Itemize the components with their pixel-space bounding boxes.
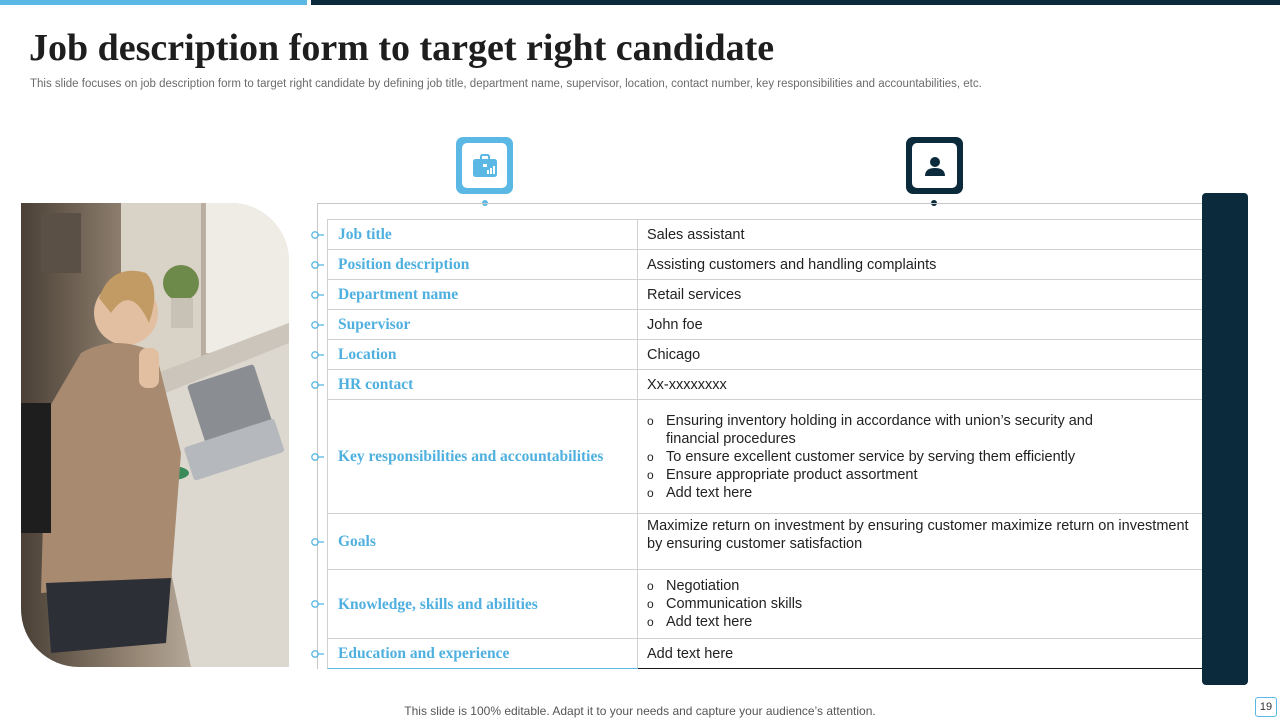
field-value: Retail services [647,286,742,303]
office-woman-photo [21,203,289,667]
list-item: o Ensuring inventory holding in accordance with union’s security and financial procedures [647,412,1093,447]
field-value: Add text here [647,645,734,662]
row-connector-icon [311,452,325,462]
field-label: Job title [327,220,638,249]
list-item: o Ensure appropriate product assortment [647,466,918,483]
slide-title: Job description form to target right candidate [29,27,775,69]
field-value: Sales assistant [647,226,745,243]
row-connector-icon [311,350,325,360]
bullet-marker: o [647,615,654,629]
slide-subtitle: This slide focuses on job description form to target right candidate by defining job title, department name, supervisor, location, contact number, key responsibilities and accountabilities, etc. [30,78,982,90]
row-connector-icon [311,290,325,300]
field-label: Key responsibilities and accountabilities [327,400,638,513]
field-value: Maximize return on investment by ensuring customer maximize return on investment by ensuring customer satisfaction [647,518,1189,552]
dark-side-panel [1202,193,1248,685]
table-row-goals [327,514,1202,570]
field-value: Xx-xxxxxxxx [647,376,727,393]
field-label: Education and experience [327,639,638,669]
page-number: 19 [1255,697,1277,717]
row-connector-icon [311,649,325,659]
table-row-supervisor [327,310,1202,340]
user-icon [924,155,946,177]
field-label: Knowledge, skills and abilities [327,570,638,638]
list-item: o Communication skills [647,596,803,612]
field-label: Location [327,340,638,369]
footer-note: This slide is 100% editable. Adapt it to your needs and capture your audience’s attention. [404,704,876,718]
row-connector-icon [311,599,325,609]
list-item: o To ensure excellent customer service by serving them efficiently [647,448,1076,465]
top-accent-bar-blue [0,0,307,5]
field-value: John foe [647,316,703,333]
list-item: o Negotiation [647,578,740,594]
table-row-hr-contact [327,370,1202,400]
table-row-key-responsibilities [327,400,1202,514]
row-connector-icon [311,230,325,240]
bullet-marker: o [647,579,654,593]
table-row-knowledge-skills [327,570,1202,639]
row-connector-icon [311,537,325,547]
list-item: o Add text here [647,614,753,630]
bullet-marker: o [647,485,654,500]
table-row-job-title [327,220,1202,250]
briefcase-icon [472,154,498,178]
table-row-location [327,340,1202,370]
job-description-table [327,219,1202,669]
field-label: HR contact [327,370,638,399]
field-label: Goals [327,514,638,569]
table-row-position-description [327,250,1202,280]
row-connector-icon [311,260,325,270]
table-row-education-experience [327,639,1202,669]
field-label: Department name [327,280,638,309]
row-connector-icon [311,380,325,390]
field-label: Position description [327,250,638,279]
briefcase-badge [456,137,513,194]
bullet-marker: o [647,413,654,428]
field-label: Supervisor [327,310,638,339]
list-item: o Add text here [647,484,753,501]
top-accent-bar-navy [311,0,1280,5]
bullet-marker: o [647,597,654,611]
field-value: Assisting customers and handling complaints [647,256,937,273]
bullet-marker: o [647,467,654,482]
bullet-marker: o [647,449,654,464]
row-connector-icon [311,320,325,330]
table-row-department-name [327,280,1202,310]
field-value: Chicago [647,346,701,363]
table-frame-top-line [317,203,1207,204]
user-badge [906,137,963,194]
